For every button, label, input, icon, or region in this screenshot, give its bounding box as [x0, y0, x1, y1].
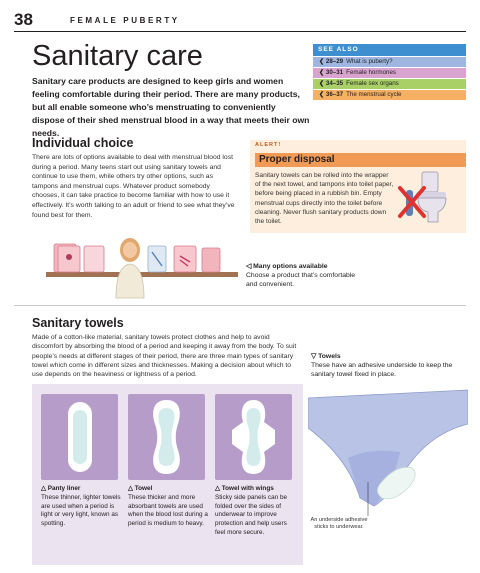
- see-also-item[interactable]: ❮ 30–31 Female hormones: [313, 67, 466, 78]
- toilet-no-flush-icon: [396, 170, 462, 228]
- options-caption: [246, 262, 366, 289]
- section-title: FEMALE PUBERTY: [70, 16, 180, 25]
- alert-title: Proper disposal: [255, 153, 466, 167]
- towels-heading: Sanitary towels: [32, 316, 124, 330]
- product-panel: [32, 384, 303, 565]
- towels-body: Made of a cotton-like material, sanitary towels protect clothes and help to avoid discomfort by absorbing the blood of a period and keeping it away from the body. To suit people’s needs at different stages of their period, there are three main types of sanitary towel which come in different sizes and thicknesses. Making a decision about which to use depends on the heaviness or lightness of a period.: [32, 334, 297, 379]
- underwear-illustration: [308, 388, 468, 518]
- winged-towel-icon: [215, 394, 292, 480]
- intro-text: Sanitary care products are designed to keep girls and women feeling comfortable during their period. There are many products, but all enable someone who’s menstruating to conveniently dispose of their shed menstrual blood in a way that meets their own needs.: [32, 76, 310, 138]
- choice-body: There are lots of options available to deal with menstrual blood lost during a period. Many teens start out using sanitary towels and continue to use them, while others try other options, such as tampons and menstrual cups. Whatever product somebody chooses, it can take practice to become familiar with how to use it effectively. It’s worth talking to an adult or friend to see what they’ve found best for them.: [32, 154, 235, 219]
- towel-card: [128, 394, 205, 480]
- towel-caption: △ Towel These thicker and more absorbant towels are used when the blood lost during a period is medium to heavy.: [128, 485, 208, 528]
- page-title: Sanitary care: [32, 40, 203, 72]
- alert-box: [250, 140, 466, 233]
- tampon-box-icon: [54, 244, 80, 272]
- pad-box-icon: [148, 246, 166, 272]
- panty-liner-card: [41, 394, 118, 480]
- towels-caption: [311, 352, 466, 379]
- underwear-caption: An underside adhesive sticks to underwear.: [310, 517, 368, 531]
- alert-label: ALERT!: [255, 142, 282, 148]
- shelf-illustration: [44, 226, 240, 300]
- caption-body: Choose a product that’s comfortable and convenient.: [246, 272, 356, 288]
- header-rule: [14, 31, 466, 32]
- page-number: 38: [14, 10, 33, 29]
- caption-marker: ▽: [311, 353, 317, 360]
- caption-title: Many options available: [253, 263, 328, 270]
- section-divider: [14, 305, 466, 306]
- see-also-label: SEE ALSO: [313, 44, 466, 56]
- see-also-item[interactable]: ❮ 36–37 The menstrual cycle: [313, 89, 466, 100]
- see-also-box: [313, 44, 466, 100]
- see-also-item[interactable]: ❮ 28–29 What is puberty?: [313, 56, 466, 67]
- caption-marker: ◁: [246, 263, 252, 270]
- see-also-item[interactable]: ❮ 34–35 Female sex organs: [313, 78, 466, 89]
- caption-body: These have an adhesive underside to keep the sanitary towel fixed in place.: [311, 362, 453, 378]
- panty-liner-caption: △ Panty liner These thinner, lighter towels are used when a period is light or very light, known as spotting.: [41, 485, 121, 528]
- towel-with-wings-caption: △ Towel with wings Sticky side panels can be folded over the sides of underwear to improve protection and help users feel more secure.: [215, 485, 288, 536]
- panty-liner-icon: [41, 394, 118, 480]
- towel-with-wings-card: [215, 394, 292, 480]
- caption-title: Towels: [318, 353, 341, 360]
- choice-heading: Individual choice: [32, 136, 134, 150]
- alert-body: Sanitary towels can be rolled into the wrapper of the next towel, and tampons into toilet paper, before being placed in a rubbish bin. Empty menstrual cups directly into the toilet before cleaning. Never flush sanitary products down the toilet.: [255, 172, 394, 226]
- towel-icon: [128, 394, 205, 480]
